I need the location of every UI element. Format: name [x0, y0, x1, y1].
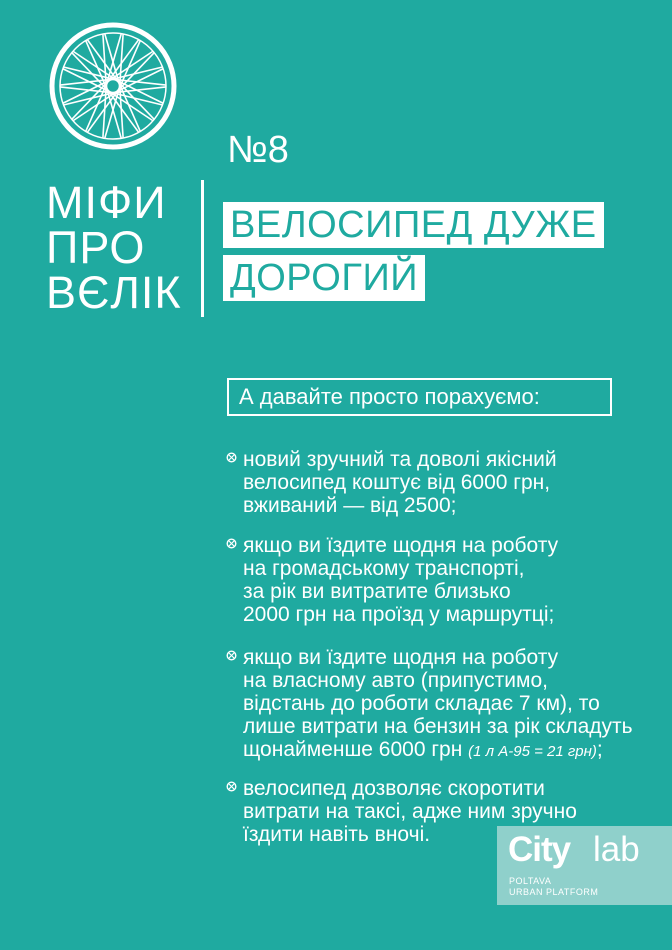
bullet-text: за рік ви витратите близько: [243, 580, 511, 603]
bullet-text: на громадському транспорті,: [243, 557, 525, 580]
bullet-text: на власному авто (припустимо,: [243, 669, 548, 692]
bullet-icon: [226, 452, 237, 463]
bullet-text-last: [243, 738, 633, 763]
bullet-text: якщо ви їздите щодня на роботу: [243, 534, 559, 557]
bullet-text: 2000 грн на проїзд у маршрутці;: [243, 603, 555, 626]
bullet-item: [243, 646, 633, 763]
bullet-icon: [226, 538, 237, 549]
citylab-logo: [497, 826, 672, 905]
brand-sub-line: POLTAVA: [509, 876, 552, 886]
series-title-line: ВЄЛІК: [46, 267, 182, 318]
brand-lab: lab: [593, 830, 640, 869]
series-title: [46, 177, 182, 318]
myth-title-line: ДОРОГИЙ: [223, 255, 425, 301]
divider: [201, 180, 204, 317]
brand-city: City: [508, 830, 571, 869]
series-title-line: МІФИ: [46, 177, 167, 228]
bullet-text: витрати на таксі, адже ним зручно: [243, 800, 577, 823]
myth-title-line: ВЕЛОСИПЕД ДУЖЕ: [223, 202, 604, 248]
bullet-text: щонайменше 6000 грн: [243, 738, 463, 761]
bullet-text: відстань до роботи складає 7 км), то: [243, 692, 600, 715]
brand-sub-line: URBAN PLATFORM: [509, 887, 599, 897]
fuel-price-note: (1 л А-95 = 21 грн): [468, 743, 597, 760]
bullet-icon: [226, 650, 237, 661]
bullet-text: велосипед коштує від 6000 грн,: [243, 471, 551, 494]
series-title-line: ПРО: [46, 222, 146, 273]
bullet-text-tail: ;: [596, 738, 603, 761]
bullet-text: новий зручний та доволі якісний: [243, 448, 557, 471]
bullet-icon: [226, 781, 237, 792]
myth-number: №8: [227, 129, 289, 171]
bullet-text: лише витрати на бензин за рік складуть: [243, 715, 633, 738]
bicycle-wheel-icon: [47, 20, 179, 152]
brand-subtitle: [509, 876, 598, 898]
intro-box: А давайте просто порахуємо:: [227, 378, 612, 416]
bullet-text: вживаний — від 2500;: [243, 494, 457, 517]
bullet-item: [243, 534, 558, 626]
bullet-text: велосипед дозволяє скоротити: [243, 777, 545, 800]
bullet-text: їздити навіть вночі.: [243, 823, 431, 846]
bullet-item: [243, 448, 557, 517]
bullet-text: якщо ви їздите щодня на роботу: [243, 646, 559, 669]
